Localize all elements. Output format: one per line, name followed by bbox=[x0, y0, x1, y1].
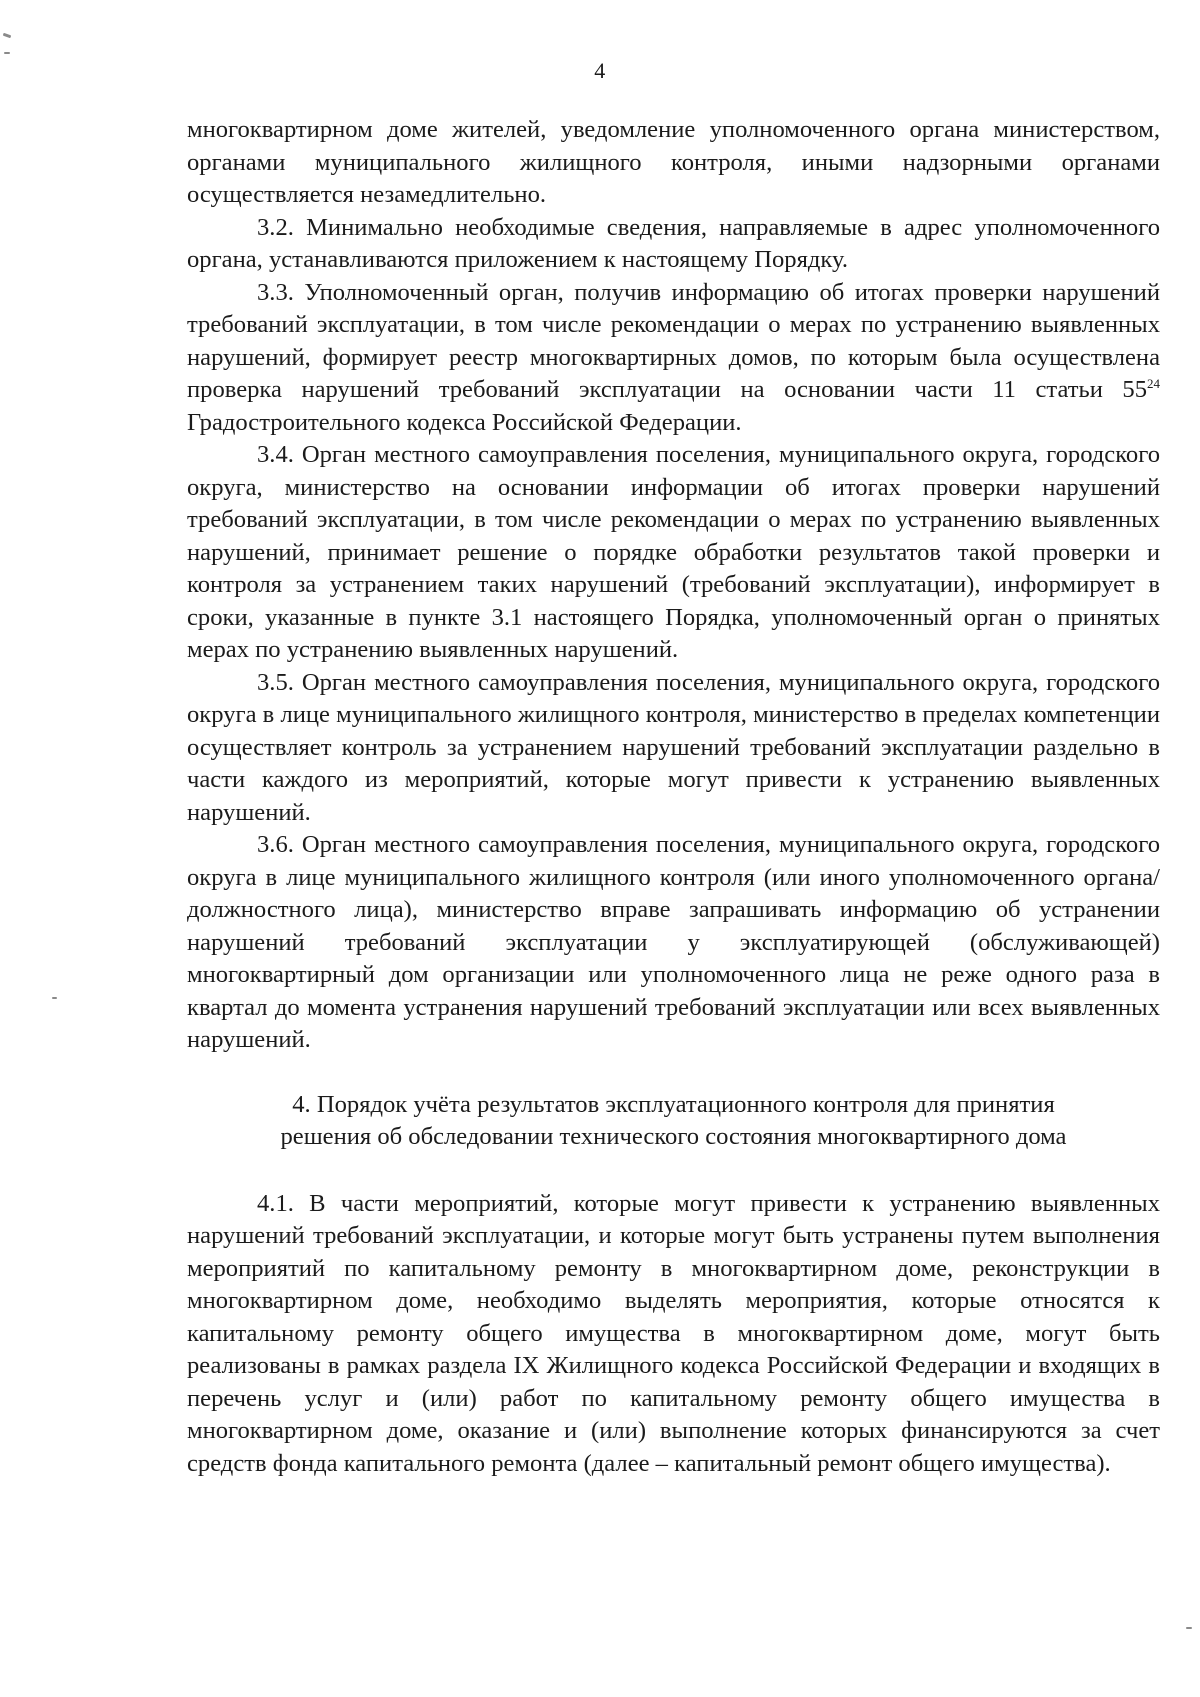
scan-speck bbox=[3, 33, 12, 39]
section-4-heading-line-2: решения об обследовании технического состояния многоквартирного дома bbox=[280, 1123, 1067, 1150]
paragraph-4-1: 4.1. В части мероприятий, которые могут привести к устранению выявленных нарушений требований эксплуатации, и которые могут быть устранены путем выполнения мероприятий по капитальному ремонту в многоквартирном доме, реконструкции в многоквартирном доме, необходимо выделять мероприятия, которые относятся к капитальному ремонту общего имущества в многоквартирном доме, могут быть реализованы в рамках раздела IX Жилищного кодекса Российской Федерации и входящих в перечень услуг и (или) работ по капитальному ремонту общего имущества в многоквартирном доме, оказание и (или) выполнение которых финансируются за счет средств фонда капитального ремонта (далее – капитальный ремонт общего имущества). bbox=[187, 1189, 1160, 1477]
scan-speck bbox=[1186, 1627, 1192, 1629]
paragraph-3-4: 3.4. Орган местного самоуправления поселения, муниципального округа, городского округа, министерство на основании информации об итогах проверки нарушений требований эксплуатации, в том числе рекомендации о мерах по устранению выявленных нарушений, принимает решение о порядке обработки результатов такой проверки и контроля за устранением таких нарушений (требований эксплуатации), информирует в сроки, указанные в пункте 3.1 настоящего Порядка, уполномоченный орган о принятых мерах по устранению выявленных нарушений. bbox=[187, 441, 1160, 663]
page-number: 4 bbox=[594, 58, 606, 83]
paragraph-3-1-continuation: многоквартирном доме жителей, уведомление уполномоченного органа министерством, органами муниципального жилищного контроля, иными надзорными органами осуществляется незамедлительно. bbox=[187, 116, 1160, 208]
paragraph-3-3 bbox=[187, 277, 1160, 440]
section-4-heading-line-1: 4. Порядок учёта результатов эксплуатационного контроля для принятия bbox=[292, 1090, 1055, 1118]
paragraph-3-2: 3.2. Минимально необходимые сведения, направляемые в адрес уполномоченного органа, устанавливаются приложением к настоящему Порядку. bbox=[187, 213, 1160, 273]
paragraph-3-6: 3.6. Орган местного самоуправления поселения, муниципального округа, городского округа в лице муниципального жилищного контроля (или иного уполномоченного органа/должностного лица), министерство вправе запрашивать информацию об устранении нарушений требований эксплуатации у эксплуатирующей (обслуживающей) многоквартирный дом организации или уполномоченного лица не реже одного раза в квартал до момента устранения нарушений требований эксплуатации или всех выявленных нарушений. bbox=[187, 831, 1160, 1053]
paragraph-3-3-text: 3.3. Уполномоченный орган, получив информацию об итогах проверки нарушений требований эксплуатации, в том числе рекомендации о мерах по устранению выявленных нарушений, формирует реестр многоквартирных домов, по которым была осуществлена проверка нарушений требований эксплуатации на основании части 11 статьи 55 bbox=[187, 278, 1160, 403]
scan-speck bbox=[52, 997, 57, 999]
section-4-heading bbox=[187, 1089, 1160, 1154]
article-superscript: 24 bbox=[1147, 375, 1160, 391]
document-body bbox=[187, 114, 1160, 1480]
paragraph-3-5: 3.5. Орган местного самоуправления поселения, муниципального округа, городского округа в лице муниципального жилищного контроля, министерство в пределах компетенции осуществляет контроль за устранением нарушений требований эксплуатации раздельно в части каждого из мероприятий, которые могут привести к устранению выявленных нарушений. bbox=[187, 668, 1160, 826]
paragraph-3-3-text-end: Градостроительного кодекса Российской Федерации. bbox=[187, 408, 742, 436]
scan-speck bbox=[4, 52, 10, 54]
